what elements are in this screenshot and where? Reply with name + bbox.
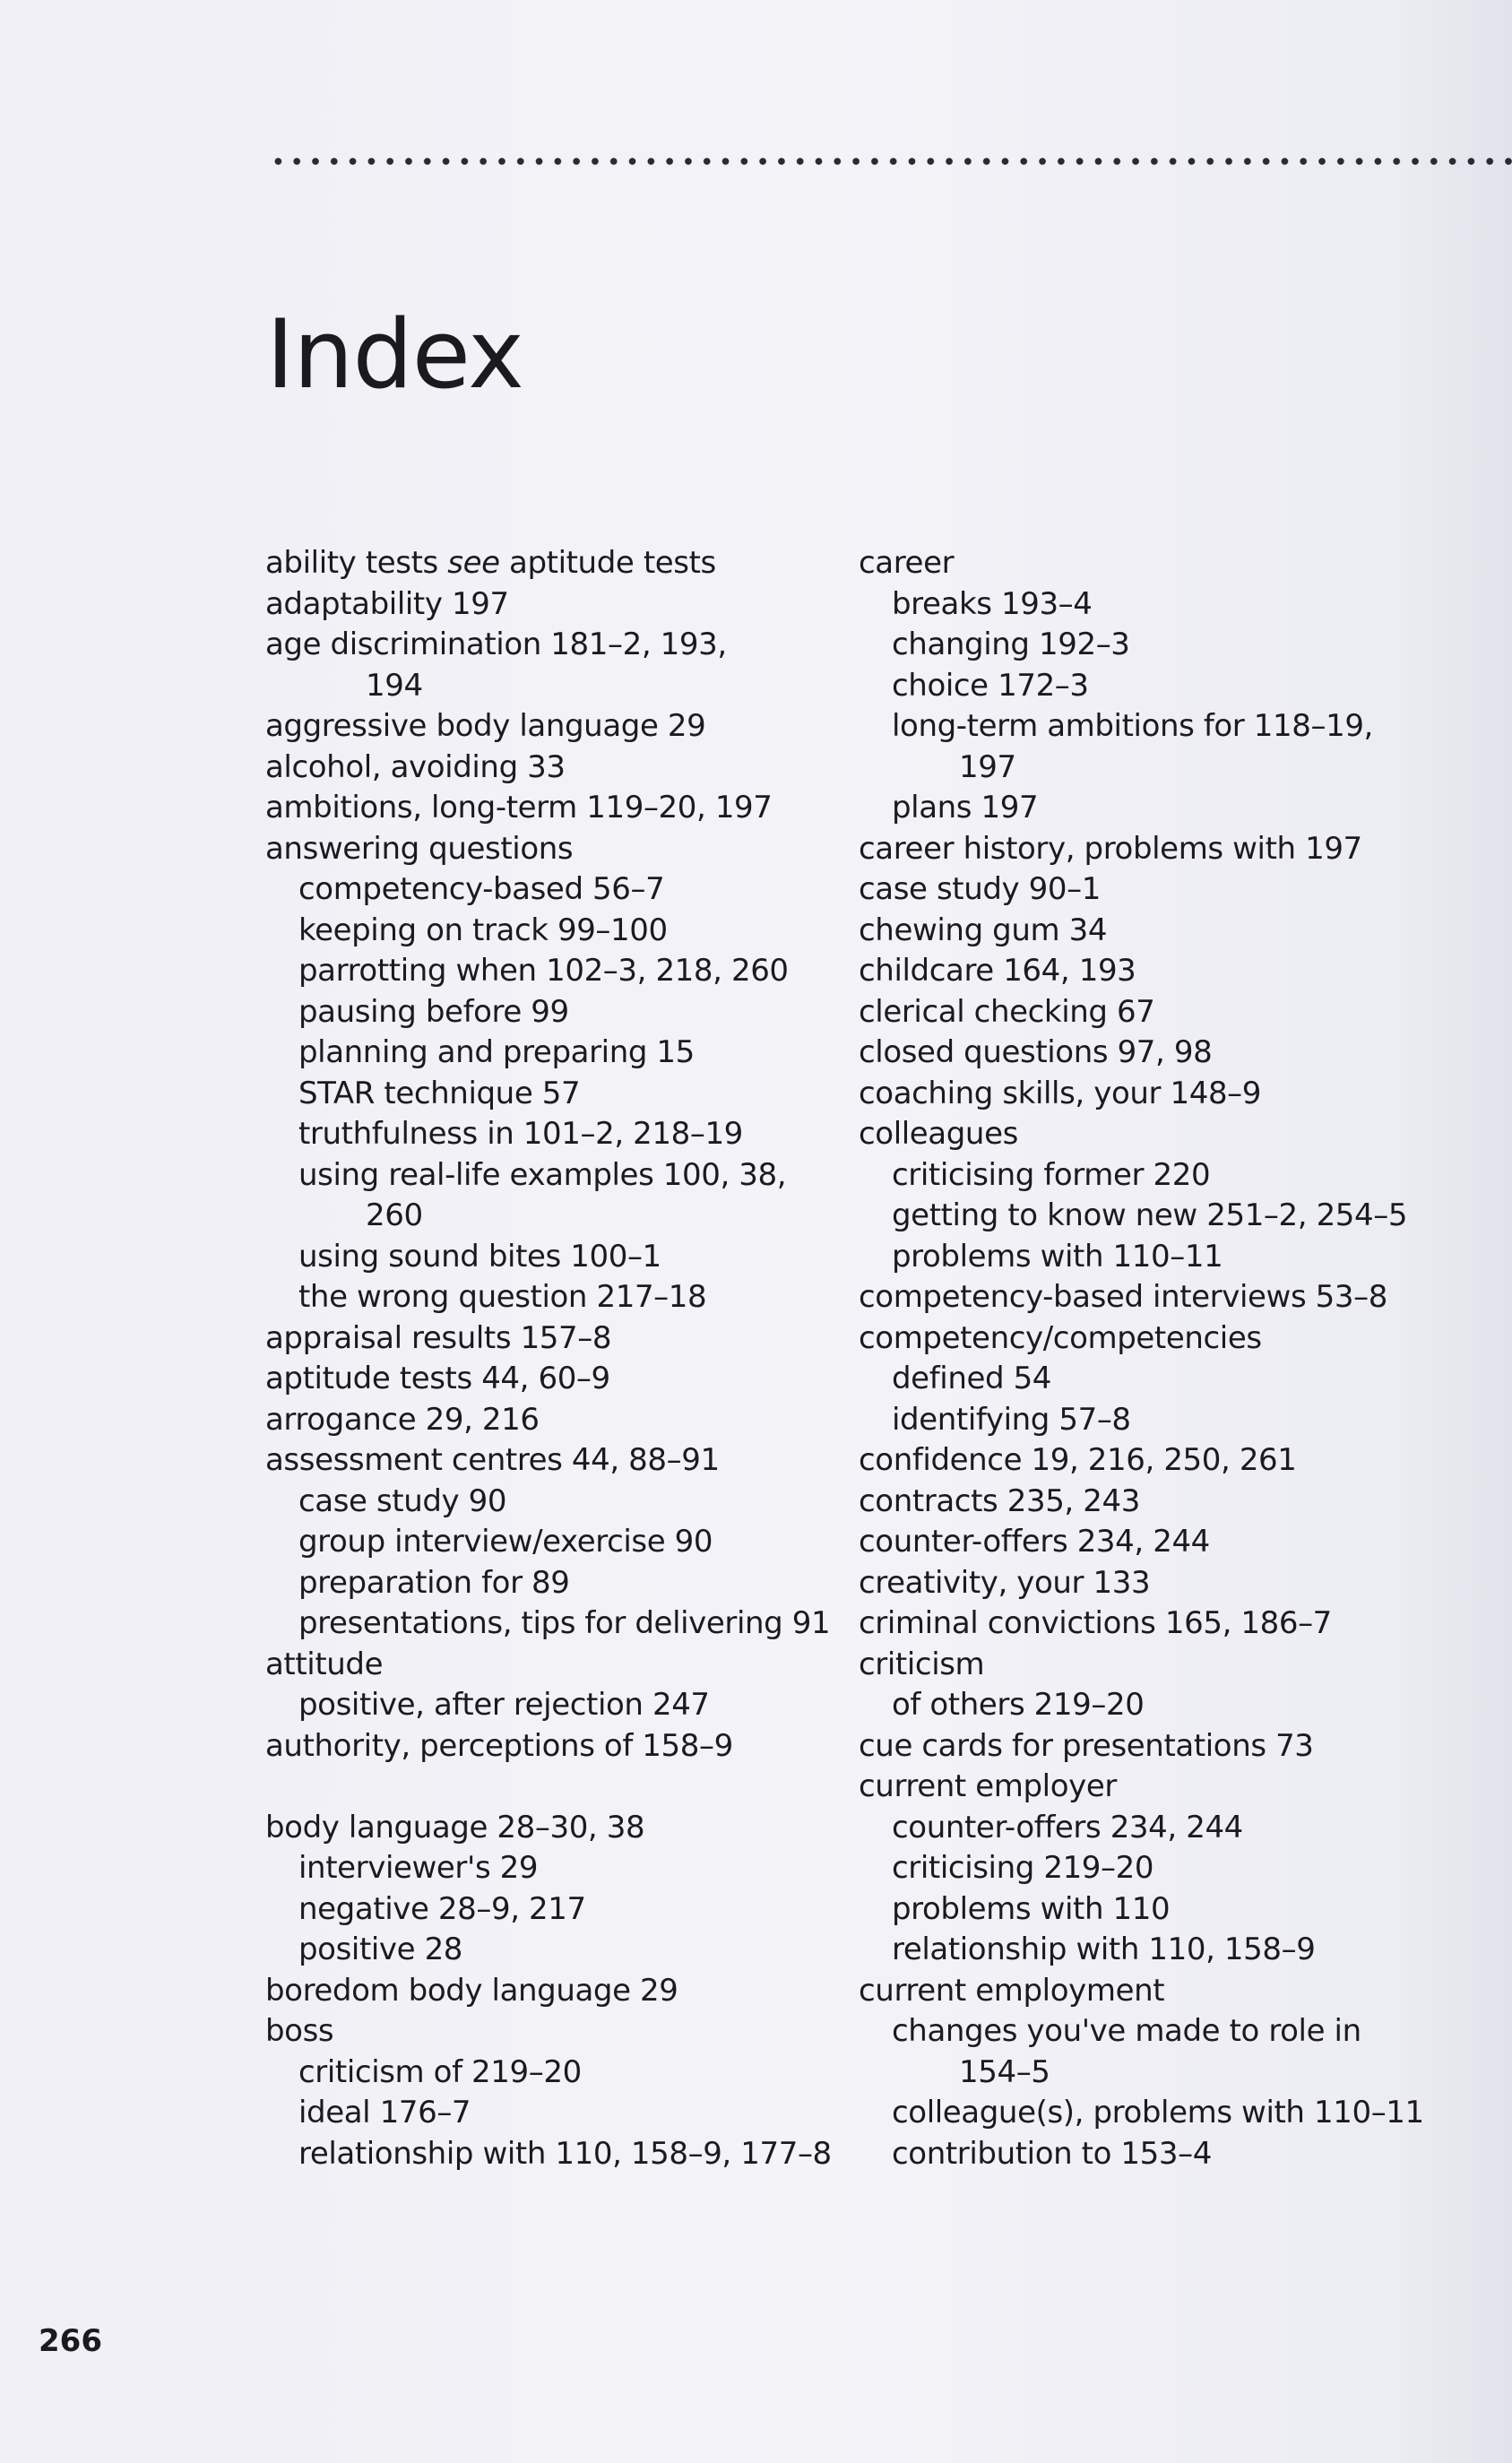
index-entry: [265, 788, 832, 829]
index-entry: [859, 1482, 1424, 1523]
index-entry-text: ambitions, long-term 119–20, 197: [265, 790, 773, 825]
index-column-right: [859, 543, 1424, 2174]
index-subentry: [859, 748, 1424, 789]
index-entry-text: confidence 19, 216, 250, 261: [859, 1442, 1297, 1478]
index-entry-text: closed questions 97, 98: [859, 1034, 1213, 1070]
index-entry-text: appraisal results 157–8: [265, 1319, 612, 1356]
index-entry-text: problems with 110–11: [892, 1238, 1223, 1275]
index-subentry: [265, 666, 832, 707]
index-entry-text: presentations, tips for delivering 91: [298, 1605, 831, 1641]
index-entry-text: counter-offers 234, 244: [892, 1809, 1243, 1845]
index-entry: [859, 1074, 1424, 1115]
index-entry-text: competency/competencies: [859, 1319, 1262, 1356]
index-entry: [265, 1440, 832, 1482]
index-entry-text: contracts 235, 243: [859, 1482, 1140, 1519]
cross-reference-target: aptitude tests: [509, 545, 716, 581]
index-entry-text: relationship with 110, 158–9: [892, 1932, 1316, 1967]
index-entry: [265, 1400, 832, 1441]
page-title: Index: [266, 299, 523, 410]
index-entry-text: contribution to 153–4: [892, 2135, 1212, 2172]
index-subentry: [265, 1930, 832, 1971]
index-entry: [265, 1645, 832, 1686]
index-subentry: [859, 2093, 1424, 2134]
index-entry-text: counter-offers 234, 244: [859, 1524, 1210, 1560]
index-entry-text: breaks 193–4: [892, 585, 1093, 622]
index-entry-text: adaptability 197: [265, 585, 509, 622]
index-entry-text: criticism of 219–20: [298, 2053, 582, 2090]
index-entry-text: 194: [366, 667, 423, 704]
index-entry-text: defined 54: [892, 1361, 1052, 1396]
index-entry-text: age discrimination 181–2, 193,: [265, 627, 727, 662]
index-subentry: [859, 1359, 1424, 1400]
index-subentry: [859, 1155, 1424, 1197]
index-entry: [859, 1971, 1424, 2012]
index-entry-text: keeping on track 99–100: [298, 912, 668, 948]
index-subentry: [859, 2052, 1424, 2094]
index-entry-text: criticising former 220: [892, 1156, 1211, 1193]
index-entry-text: aggressive body language 29: [265, 708, 706, 744]
index-entry-text: body language 28–30, 38: [265, 1809, 645, 1845]
index-subentry: [265, 1482, 832, 1523]
index-entry: [265, 748, 832, 789]
index-entry-text: current employer: [859, 1768, 1117, 1804]
index-subentry: [265, 2093, 832, 2134]
index-subentry: [265, 1155, 832, 1197]
index-entry: [265, 625, 832, 666]
index-entry: [859, 869, 1424, 911]
index-entry-text: creativity, your 133: [859, 1564, 1151, 1601]
index-entry: [265, 1318, 832, 1360]
index-subentry: [265, 1114, 832, 1155]
index-entry-text: using sound bites 100–1: [298, 1238, 661, 1275]
index-entry-text: 260: [366, 1197, 423, 1233]
index-entry-text: authority, perceptions of 158–9: [265, 1727, 733, 1764]
index-entry-text: answering questions: [265, 830, 574, 867]
index-entry-text: assessment centres 44, 88–91: [265, 1442, 720, 1478]
index-subentry: [859, 1848, 1424, 1889]
index-subentry: [859, 1685, 1424, 1726]
index-subentry: [859, 1808, 1424, 1849]
index-entry-text: negative 28–9, 217: [298, 1890, 586, 1927]
index-entry-text: criminal convictions 165, 186–7: [859, 1605, 1332, 1641]
index-entry-text: arrogance 29, 216: [265, 1401, 540, 1438]
index-entry-text: ability tests: [265, 545, 438, 581]
index-entry-text: boredom body language 29: [265, 1972, 678, 2009]
index-entry-text: aptitude tests 44, 60–9: [265, 1361, 610, 1396]
index-entry-text: pausing before 99: [298, 993, 569, 1030]
index-gap: [265, 1767, 832, 1808]
index-subentry: [265, 2134, 832, 2175]
index-entry: [859, 1603, 1424, 1645]
index-entry-text: colleagues: [859, 1116, 1018, 1152]
index-entry-text: positive, after rejection 247: [298, 1687, 710, 1723]
index-entry-text: alcohol, avoiding 33: [265, 748, 566, 785]
index-entry-text: of others 219–20: [892, 1687, 1145, 1723]
index-entry: [859, 992, 1424, 1033]
index-entry-text: criticism: [859, 1646, 985, 1682]
index-entry: [265, 1359, 832, 1400]
index-subentry: [859, 666, 1424, 707]
index-entry-text: STAR technique 57: [298, 1075, 581, 1111]
index-subentry: [265, 911, 832, 952]
index-subentry: [859, 1930, 1424, 1971]
index-entry-text: identifying 57–8: [892, 1401, 1131, 1438]
index-entry-text: attitude: [265, 1646, 384, 1682]
index-entry-text: childcare 164, 193: [859, 953, 1136, 989]
index-entry-text: case study 90: [298, 1482, 507, 1519]
index-column-left: [265, 543, 832, 2174]
index-subentry: [265, 1074, 832, 1115]
index-subentry: [265, 1889, 832, 1931]
index-entry: [859, 829, 1424, 870]
index-subentry: [265, 1685, 832, 1726]
index-subentry: [859, 788, 1424, 829]
index-subentry: [859, 1889, 1424, 1931]
index-entry: [859, 543, 1424, 584]
index-subentry: [265, 1033, 832, 1074]
index-entry-text: coaching skills, your 148–9: [859, 1075, 1262, 1111]
index-subentry: [265, 992, 832, 1033]
index-entry-text: interviewer's 29: [298, 1850, 539, 1886]
index-entry: [859, 1114, 1424, 1155]
index-entry: [265, 2011, 832, 2052]
index-entry: [859, 1440, 1424, 1482]
index-subentry: [265, 1603, 832, 1645]
index-subentry: [859, 584, 1424, 626]
index-entry-text: 197: [959, 748, 1016, 785]
index-subentry: [265, 1563, 832, 1604]
index-subentry: [859, 2011, 1424, 2052]
index-entry: [265, 829, 832, 870]
index-entry: [265, 584, 832, 626]
index-entry-text: clerical checking 67: [859, 993, 1155, 1030]
index-entry: [265, 543, 832, 584]
index-subentry: [265, 1848, 832, 1889]
index-subentry: [859, 1400, 1424, 1441]
index-entry-text: current employment: [859, 1972, 1165, 2009]
index-entry: [859, 1522, 1424, 1563]
index-entry-text: case study 90–1: [859, 871, 1101, 907]
index-entry: [265, 1971, 832, 2012]
index-entry: [859, 1033, 1424, 1074]
index-entry: [859, 1277, 1424, 1318]
index-entry: [859, 951, 1424, 992]
index-entry-text: getting to know new 251–2, 254–5: [892, 1197, 1408, 1233]
index-entry-text: career history, problems with 197: [859, 830, 1362, 867]
index-subentry: [265, 1277, 832, 1318]
index-entry: [859, 911, 1424, 952]
index-entry-text: colleague(s), problems with 110–11: [892, 2095, 1424, 2130]
index-entry-text: changes you've made to role in: [892, 2013, 1361, 2049]
index-entry-text: choice 172–3: [892, 667, 1089, 704]
index-entry: [265, 706, 832, 748]
index-entry: [859, 1645, 1424, 1686]
index-entry-text: problems with 110: [892, 1890, 1171, 1927]
index-entry-text: boss: [265, 2013, 334, 2049]
index-entry-text: parrotting when 102–3, 218, 260: [298, 953, 789, 989]
index-entry-text: planning and preparing 15: [298, 1034, 695, 1070]
index-entry: [265, 1808, 832, 1849]
index-subentry: [859, 1196, 1424, 1237]
index-subentry: [265, 869, 832, 911]
index-entry-text: chewing gum 34: [859, 912, 1108, 948]
index-entry-text: 154–5: [959, 2053, 1050, 2090]
index-subentry: [859, 2134, 1424, 2175]
index-entry-text: changing 192–3: [892, 627, 1130, 662]
index-subentry: [859, 625, 1424, 666]
index-entry-text: ideal 176–7: [298, 2095, 471, 2130]
index-entry: [859, 1767, 1424, 1808]
index-entry-text: cue cards for presentations 73: [859, 1727, 1314, 1764]
index-entry-text: using real-life examples 100, 38,: [298, 1156, 787, 1193]
index-subentry: [265, 951, 832, 992]
index-entry-text: truthfulness in 101–2, 218–19: [298, 1116, 743, 1152]
index-entry-text: plans 197: [892, 790, 1039, 825]
index-subentry: [265, 1237, 832, 1278]
index-entry-text: positive 28: [298, 1932, 463, 1967]
index-entry-text: competency-based 56–7: [298, 871, 665, 907]
index-subentry: [859, 706, 1424, 748]
index-entry-text: preparation for 89: [298, 1564, 570, 1601]
page-number: 266: [39, 2323, 102, 2359]
index-subentry: [265, 2052, 832, 2094]
index-entry: [265, 1726, 832, 1767]
index-entry-text: criticising 219–20: [892, 1850, 1154, 1886]
dotted-rule: [269, 152, 1512, 170]
index-subentry: [265, 1196, 832, 1237]
index-entry-text: competency-based interviews 53–8: [859, 1279, 1387, 1315]
cross-reference-see: see: [447, 545, 500, 581]
index-subentry: [859, 1237, 1424, 1278]
index-entry-text: relationship with 110, 158–9, 177–8: [298, 2135, 832, 2172]
index-entry-text: career: [859, 545, 955, 581]
index-entry-text: the wrong question 217–18: [298, 1279, 707, 1315]
index-subentry: [265, 1522, 832, 1563]
index-entry: [859, 1318, 1424, 1360]
index-entry-text: long-term ambitions for 118–19,: [892, 708, 1373, 744]
index-entry: [859, 1563, 1424, 1604]
index-entry: [859, 1726, 1424, 1767]
index-entry-text: group interview/exercise 90: [298, 1524, 713, 1560]
